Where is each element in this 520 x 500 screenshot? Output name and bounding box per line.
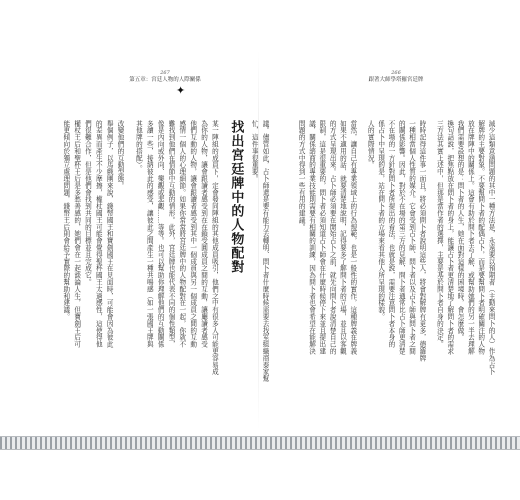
- page-number-left: 267: [160, 70, 170, 76]
- page-right: [296, 70, 496, 410]
- text-column: 解牌的主要對象。不要幫問卜者的配偶占卜，而是要幫問卜者明確關注的人物: [476, 120, 485, 355]
- text-column: 忙，這件事很重要。: [250, 120, 259, 183]
- text-column: 像是內向或外向、樂觀或悲觀……等等。也可以幫助你理解他們的互動關係: [156, 120, 165, 348]
- text-column: 其他牌的搭配）。: [134, 120, 143, 172]
- text-column: 如果不適用的話，就要清楚地說明，記得要多了解問卜者的立場，並且以客觀: [338, 120, 347, 355]
- body-text-right: [296, 120, 496, 390]
- sparkle-icon: ✦: [176, 84, 186, 97]
- decorative-bottom-band: [0, 436, 520, 450]
- text-column: 問題的方式中得到一些有用的建議。: [297, 120, 306, 231]
- paragraph-gap: [358, 120, 365, 390]
- text-column: 議，關係諮商的專業技能則需要有相關的訓練，因為問卜者也會希望在能解決: [307, 120, 316, 355]
- running-title-right: 跟著大師學塔羅宮廷牌: [368, 77, 424, 83]
- text-column: 能更傾向於獨立處理問題，錢幣王后則會給予實際的幫助和建議。: [61, 120, 70, 321]
- text-column: 難找到他們在情節中互動的情形。此外，宮廷牌也能代表不同的個性類型，: [167, 120, 175, 348]
- text-column: 改變他們的互動型態。: [116, 120, 125, 189]
- text-column: 不在場的一方針對問卜者所提出的看法，也就是說，需要注意問卜者本身的: [386, 120, 395, 348]
- text-column: 多讀一些，接納彼此的感受，讓彼此之間產生一種共鳴感（如一張國王牌與: [145, 120, 154, 348]
- text-column: 我們需要設想的是：問卜者的人生，她在面對這樣的困境時，會怎麼做。: [456, 120, 465, 341]
- text-column: 權杖王后和聖杯王后是多愁善感的，她們會在一起談論人生，但寶劍王后可: [72, 120, 81, 348]
- text-column: 減少這類意涵問題的其中一種方法是，永遠要以預期者（主動來問卜的人）作為占卜: [487, 120, 495, 376]
- text-column: 係占卜中呈現的是，站在問卜者的立場來看其他人所呈現的樣貌。: [376, 120, 385, 321]
- section-title: 找出宮廷牌中的人物配對: [228, 120, 244, 274]
- page-number-right: 266: [391, 70, 401, 76]
- text-column: 議。儘管如此，占卜師還是要有能力去轉明、問卜者什麼時候需要去找室組織商泰家幫: [261, 120, 269, 383]
- running-header-left: [60, 70, 270, 84]
- text-column: 他們互動的人物，讓會跟讀者感受到其中一個成員與另一個成員之間的互動: [188, 120, 197, 348]
- text-column: 的關係影響。因此，對於不在場的第三方的見解，問卜者通常比占卜師更清楚: [397, 120, 406, 355]
- text-column: 換句話說，把焦點放在問卜者的身上，能讓占卜者更清楚地了解問卜者的需求: [445, 120, 454, 355]
- paragraph-gap: [125, 120, 133, 390]
- text-column: 舉個例子，以馬戲團來說，錢幣國王和寶劍國王在見面時，可能會因為彼此: [105, 120, 114, 348]
- text-column: 時時記得這件事一面且，將必須問卜者說明這些人，將會對解牌有更多，德羅牌: [417, 120, 426, 362]
- running-title-left: 第五章：宮廷人物的人際關係: [129, 77, 201, 83]
- running-header-right: [296, 70, 496, 84]
- text-column: 限制，這是很重要的，問卜者必須知道占卜師會在什麼時候停下來並且提出建: [317, 120, 326, 355]
- text-column: 三方法其實上述中，但那是當作者的選擇，主要是基於問卜者自身的決定。: [435, 120, 444, 348]
- text-column: 某一陣組的成員下，定會發同陣組的其他成員吸引，他們之中有很多人可能更容易成: [210, 120, 219, 376]
- page-left: [60, 70, 270, 410]
- text-column: 一種相當個人性質的媒介。它會受到占卜師、問卜者以及占卜師與問卜者之間: [407, 120, 416, 355]
- text-column: 的方式呈現出來。占卜師必須要在開始占卜之前，就先向問卜者說清楚自己的: [328, 120, 337, 355]
- text-column: 的差異而產生不少摩擦，權杖國王可能會覺得聖杯國王太過感性，這使得他: [94, 120, 103, 348]
- body-text-left: [60, 120, 270, 390]
- text-column: 感情一個人的心理細節。如果你常常將宮廷牌中的人物配對在一起，你就不: [177, 120, 186, 348]
- text-column: 人的實際情況。: [366, 120, 375, 169]
- text-column: 們很難合作，但是他們會找到共同的目標並且完成它。: [83, 120, 92, 286]
- paragraph-gap: [427, 120, 434, 390]
- text-column: 為你的人物，讓會跟讀者感受到在在鎖受圓成員之間的互動，讓廳讀者感受: [199, 120, 208, 348]
- text-column: 放在牌陣中的關係上。這會有助於問卜者去了解，或幫助她們的另一半去理解: [466, 120, 475, 355]
- text-column: 當然，讓自己有專業領域上的行為規範，也是一般性的實作，這種牌義在牌義: [348, 120, 357, 355]
